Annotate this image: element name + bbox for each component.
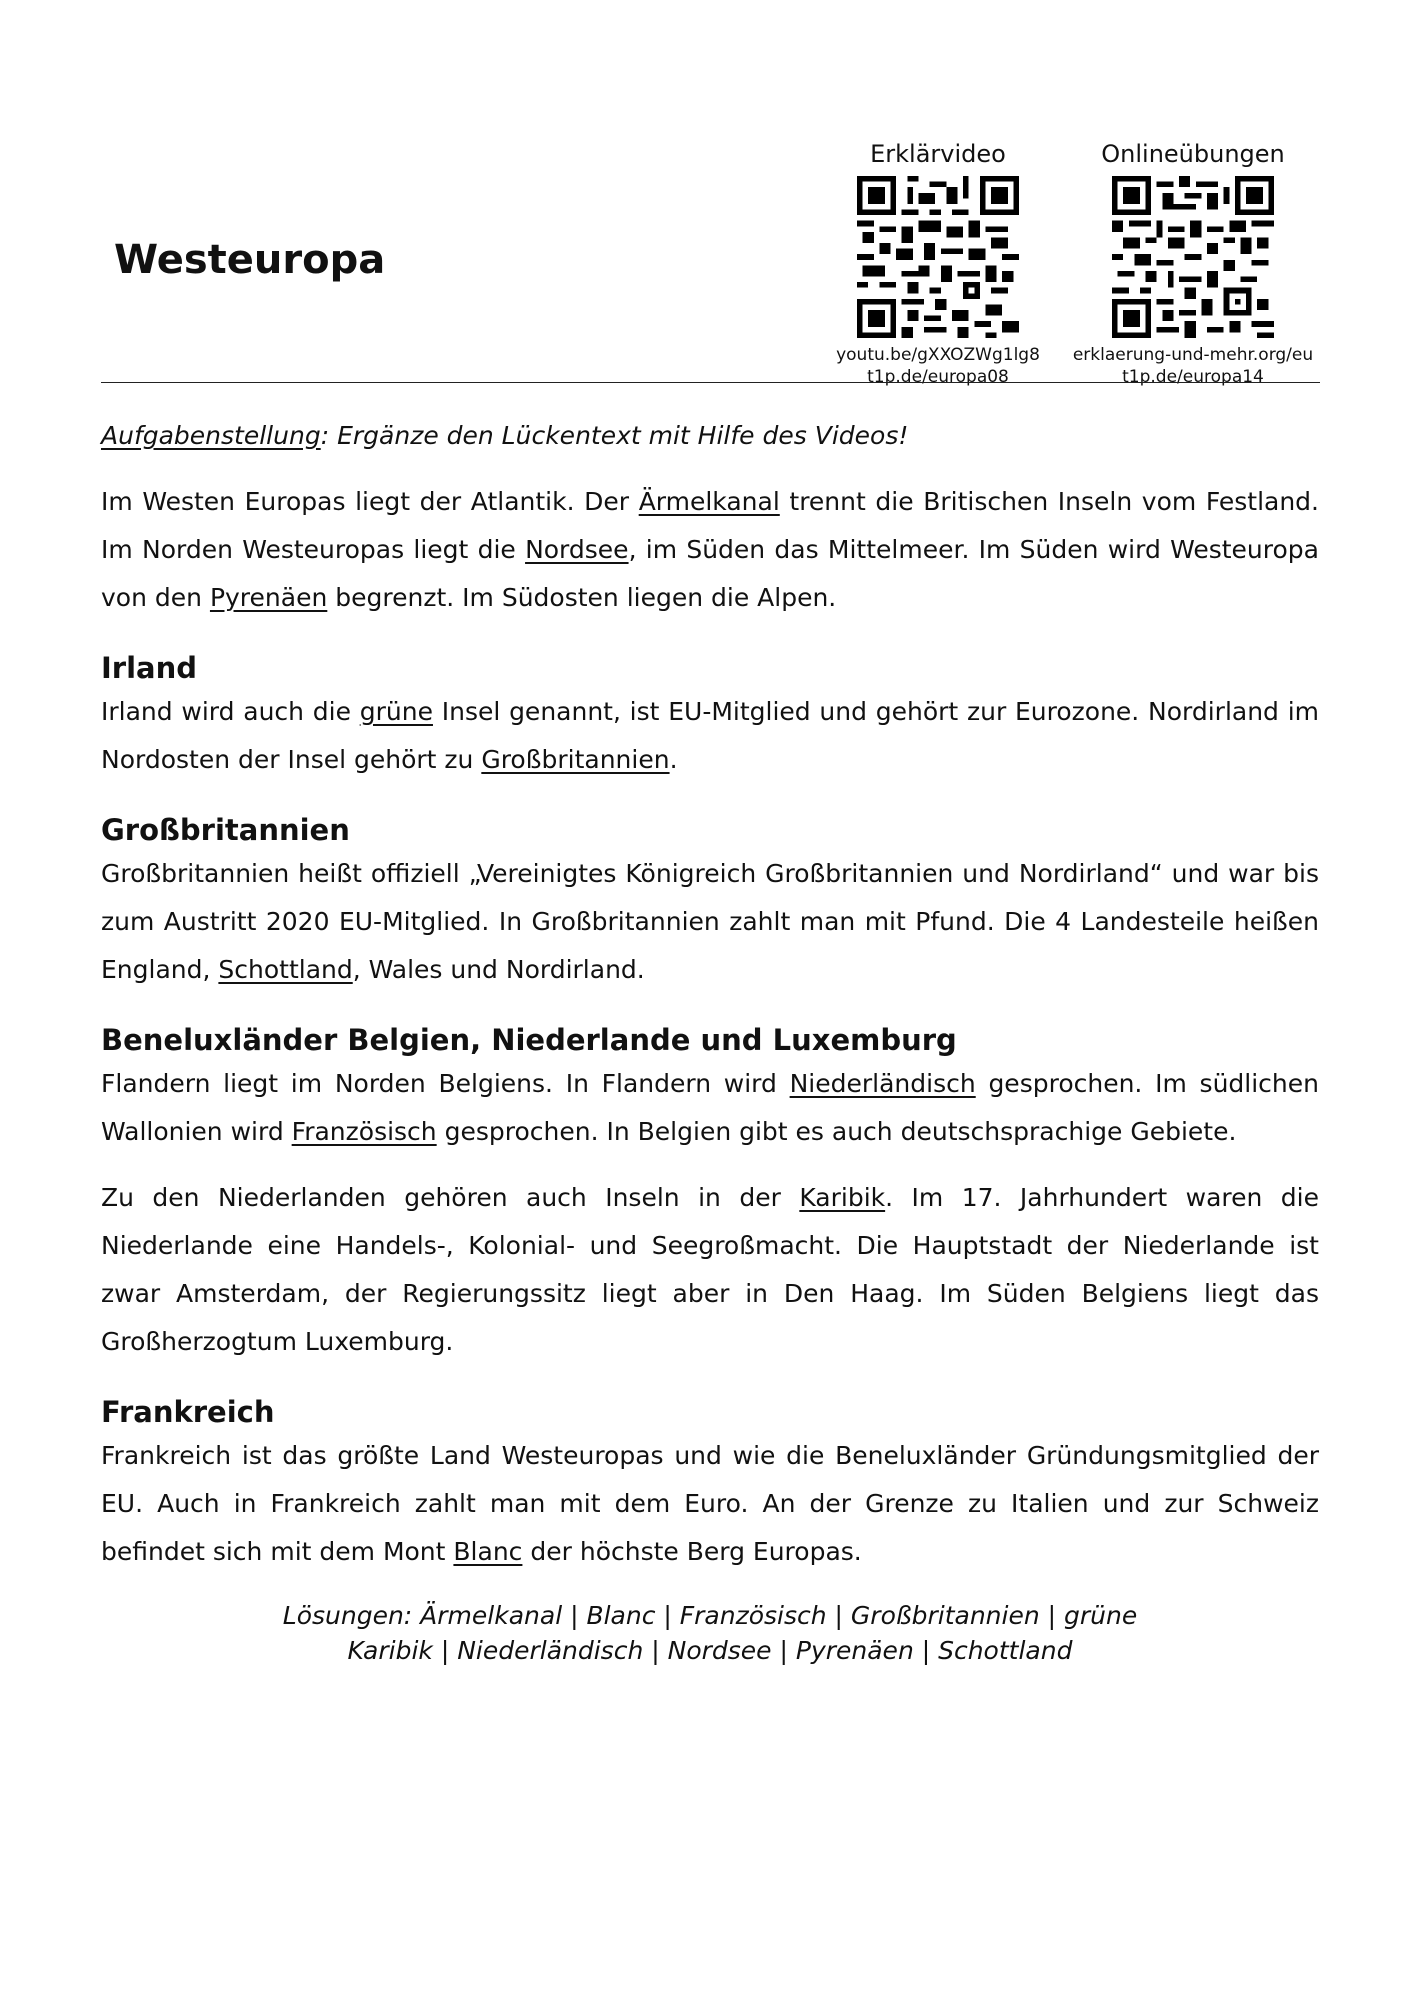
heading-benelux: Beneluxländer Belgien, Niederlande und Luxemburg bbox=[101, 1023, 957, 1057]
gap-answer: Nordsee bbox=[525, 535, 629, 564]
gap-answer: Schottland bbox=[218, 955, 353, 984]
worksheet-body bbox=[101, 412, 1319, 1668]
text-segment: , im Süden das Mittelmeer. Im Süden wird Westeuropa von den bbox=[101, 535, 1319, 612]
text-segment: , Wales und Nordirland. bbox=[352, 955, 645, 984]
gap-answer: grüne bbox=[359, 697, 433, 726]
qr-url[interactable]: erklaerung-und-mehr.org/eu bbox=[1072, 345, 1314, 365]
heading-irland: Irland bbox=[101, 651, 198, 685]
text-segment: Frankreich ist das größte Land Westeuropas und wie die Beneluxländer Gründungsmitglied der EU. Auch in Frankreich zahlt man mit dem Euro. An der Grenze zu Italien und zur Schweiz befindet sich mit dem Mont bbox=[101, 1441, 1319, 1566]
qr-label: Onlineübungen bbox=[1101, 140, 1285, 168]
qr-short-url[interactable]: t1p.de/europa08 bbox=[867, 367, 1009, 387]
task-instruction bbox=[101, 412, 1319, 460]
text-segment: Flandern liegt im Norden Belgiens. In Flandern wird bbox=[101, 1069, 790, 1098]
qr-url[interactable]: youtu.be/gXXOZWg1lg8 bbox=[836, 345, 1040, 365]
intro-paragraph bbox=[101, 478, 1319, 622]
text-segment: begrenzt. Im Südosten liegen die Alpen. bbox=[327, 583, 837, 612]
gap-answer: Französisch bbox=[291, 1117, 437, 1146]
paragraph-benelux-2 bbox=[101, 1174, 1319, 1366]
paragraph-benelux-1 bbox=[101, 1060, 1319, 1156]
gap-answer: Niederländisch bbox=[789, 1069, 976, 1098]
gap-answer: Ärmelkanal bbox=[638, 487, 780, 516]
paragraph-grossbritannien bbox=[101, 850, 1319, 994]
qr-short-url[interactable]: t1p.de/europa14 bbox=[1122, 367, 1264, 387]
text-segment: . Im 17. Jahrhundert waren die Niederlande eine Handels-, Kolonial- und Seegroßmacht. Die Hauptstadt der Niederlande ist zwar Amsterdam, der Regierungssitz liegt aber in Den Haag. Im Süden Belgiens liegt das Großherzogtum Luxemburg. bbox=[101, 1183, 1320, 1356]
text-segment: gesprochen. In Belgien gibt es auch deutschsprachige Gebiete. bbox=[436, 1117, 1237, 1146]
text-segment: gesprochen. Im südlichen Wallonien wird bbox=[101, 1069, 1319, 1146]
solutions-line-2: Karibik | Niederländisch | Nordsee | Pyrenäen | Schottland bbox=[347, 1636, 1073, 1665]
header-divider bbox=[101, 382, 1320, 383]
task-text: Ergänze den Lückentext mit Hilfe des Videos! bbox=[329, 421, 909, 450]
paragraph-frankreich bbox=[101, 1432, 1319, 1576]
task-label: Aufgabenstellung bbox=[101, 421, 321, 450]
gap-answer: Großbritannien bbox=[481, 745, 670, 774]
text-segment: Zu den Niederlanden gehören auch Inseln in der bbox=[101, 1183, 800, 1212]
gap-answer: Pyrenäen bbox=[209, 583, 328, 612]
page-title: Westeuropa bbox=[114, 237, 386, 283]
text-segment: Irland wird auch die bbox=[101, 697, 360, 726]
text-segment: Großbritannien heißt offiziell „Vereinigtes Königreich Großbritannien und Nordirland“ und war bis zum Austritt 2020 EU-Mitglied. In Großbritannien zahlt man mit Pfund. Die 4 Landesteile heißen England, bbox=[101, 859, 1319, 984]
heading-frankreich: Frankreich bbox=[101, 1395, 275, 1429]
text-segment: Insel genannt, ist EU-Mitglied und gehört zur Eurozone. Nordirland im Nordosten der Insel gehört zu bbox=[101, 697, 1319, 774]
solutions-line-1: Lösungen: Ärmelkanal | Blanc | Französisch | Großbritannien | grüne bbox=[282, 1601, 1138, 1630]
qr-code-icon[interactable] bbox=[1112, 176, 1274, 338]
qr-block-onlineuebungen bbox=[1068, 138, 1318, 388]
gap-answer: Blanc bbox=[453, 1537, 523, 1566]
task-colon: : bbox=[320, 421, 330, 450]
qr-block-erklaervideo bbox=[818, 138, 1058, 388]
text-segment: . bbox=[669, 745, 678, 774]
qr-code-icon[interactable] bbox=[857, 176, 1019, 338]
qr-label: Erklärvideo bbox=[870, 140, 1006, 168]
heading-grossbritannien: Großbritannien bbox=[101, 813, 350, 847]
text-segment: trennt die Britischen Inseln vom Festland. Im Norden Westeuropas liegt die bbox=[101, 487, 1319, 564]
text-segment: Im Westen Europas liegt der Atlantik. Der bbox=[101, 487, 639, 516]
gap-answer: Karibik bbox=[799, 1183, 886, 1212]
solutions-box bbox=[101, 1598, 1319, 1668]
paragraph-irland bbox=[101, 688, 1319, 784]
text-segment: der höchste Berg Europas. bbox=[522, 1537, 862, 1566]
